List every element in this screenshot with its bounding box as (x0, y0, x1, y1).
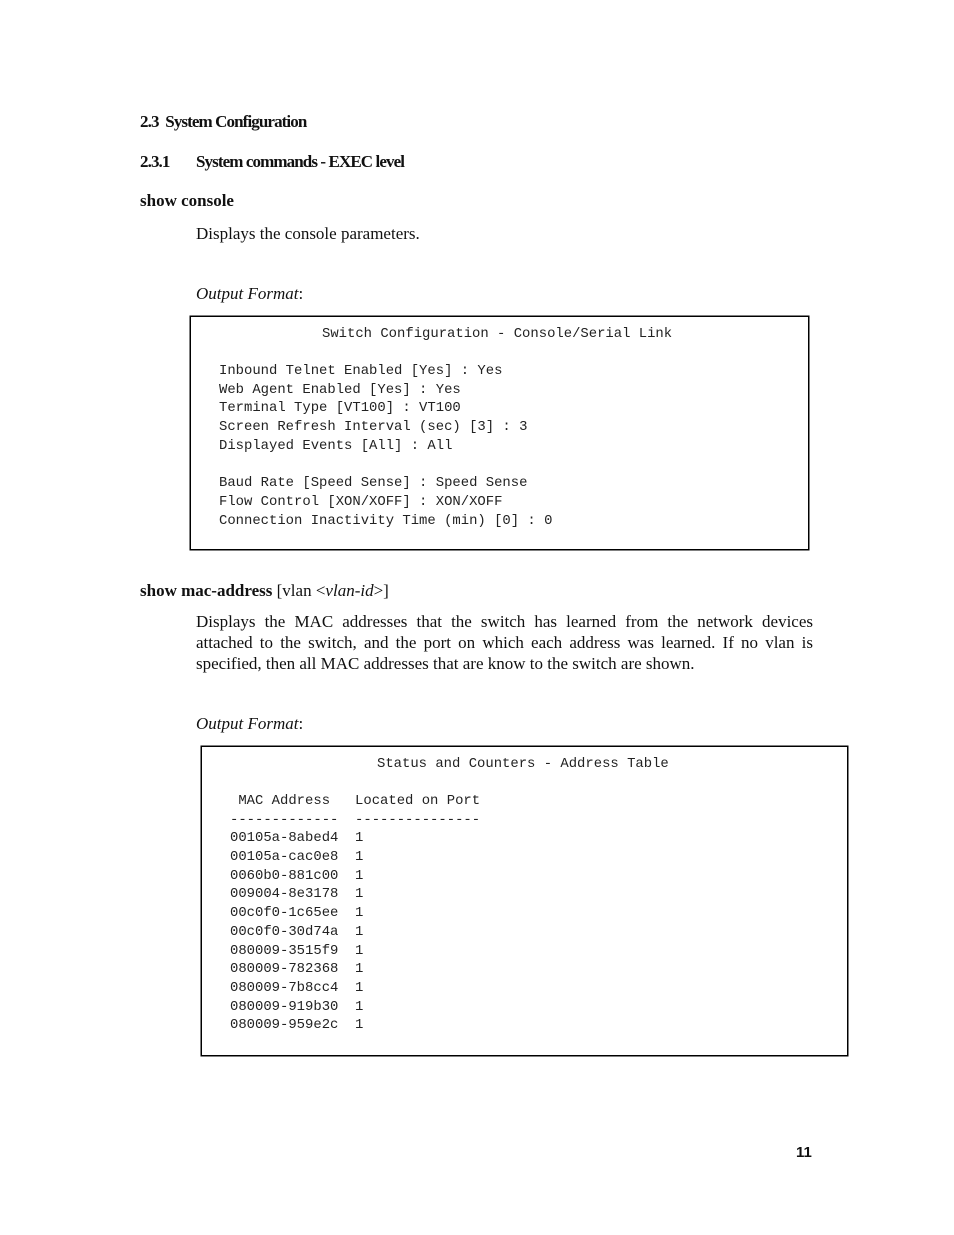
show-mac-description: Displays the MAC addresses that the switch has learned from the network devices attached to the switch, and the port on which each address was learned. If no vlan is specified, then all MAC addresses that are know to the switch are shown. (196, 612, 813, 673)
mac-table-row: 00c0f0-1c65ee 1 (230, 905, 364, 922)
command-show-mac-address: show mac-address [vlan <vlan-id>] (140, 581, 389, 600)
console-output-line: Inbound Telnet Enabled [Yes] : Yes (219, 363, 503, 379)
subsection-number: 2.3.1 (140, 152, 170, 171)
vlan-id-param: vlan-id (325, 581, 374, 600)
console-output-line: Displayed Events [All] : All (219, 437, 453, 454)
mac-table-row: 00105a-cac0e8 1 (230, 849, 364, 866)
mac-table-separator: ------------- --------------- (230, 811, 481, 828)
command-show-console: show console (140, 191, 234, 210)
mac-table-rows (230, 829, 363, 1035)
mac-table-row: 080009-782368 1 (230, 961, 364, 978)
console-output-line (219, 455, 552, 474)
mac-table-row: 00c0f0-30d74a 1 (230, 923, 364, 940)
mac-output-format-label: Output Format: (196, 714, 304, 733)
console-output-line: Web Agent Enabled [Yes] : Yes (219, 381, 461, 398)
console-output-title: Switch Configuration - Console/Serial Link (322, 326, 673, 342)
subsection-title: System commands - EXEC level (196, 152, 405, 171)
section-number: 2.3 (140, 112, 159, 131)
section-heading (140, 112, 306, 132)
section-title: System Configuration (165, 112, 307, 131)
console-output-line: Flow Control [XON/XOFF] : XON/XOFF (219, 493, 503, 510)
page-number: 11 (796, 1144, 812, 1161)
mac-output-title: Status and Counters - Address Table (377, 756, 669, 772)
mac-table-row: 080009-919b30 1 (230, 998, 364, 1015)
console-output-lines (219, 362, 552, 530)
mac-table-header: MAC Address Located on Port (230, 793, 481, 809)
mac-table-row: 080009-3515f9 1 (230, 942, 364, 959)
mac-table-row: 00105a-8abed4 1 (230, 830, 364, 847)
mac-table-row: 080009-959e2c 1 (230, 1017, 364, 1034)
console-output-line: Terminal Type [VT100] : VT100 (219, 400, 461, 417)
show-console-description: Displays the console parameters. (196, 224, 420, 243)
mac-table-row: 009004-8e3178 1 (230, 886, 364, 903)
mac-output-box (201, 746, 848, 1056)
console-output-line: Connection Inactivity Time (min) [0] : 0 (219, 512, 553, 529)
console-output-line: Baud Rate [Speed Sense] : Speed Sense (219, 475, 528, 492)
console-output-box (190, 316, 809, 550)
console-output-line: Screen Refresh Interval (sec) [3] : 3 (219, 419, 528, 436)
mac-table-row: 080009-7b8cc4 1 (230, 979, 364, 996)
console-output-format-label: Output Format: (196, 284, 304, 303)
mac-command-name: show mac-address (140, 581, 273, 600)
subsection-heading (140, 152, 405, 172)
mac-table-row: 0060b0-881c00 1 (230, 867, 364, 884)
